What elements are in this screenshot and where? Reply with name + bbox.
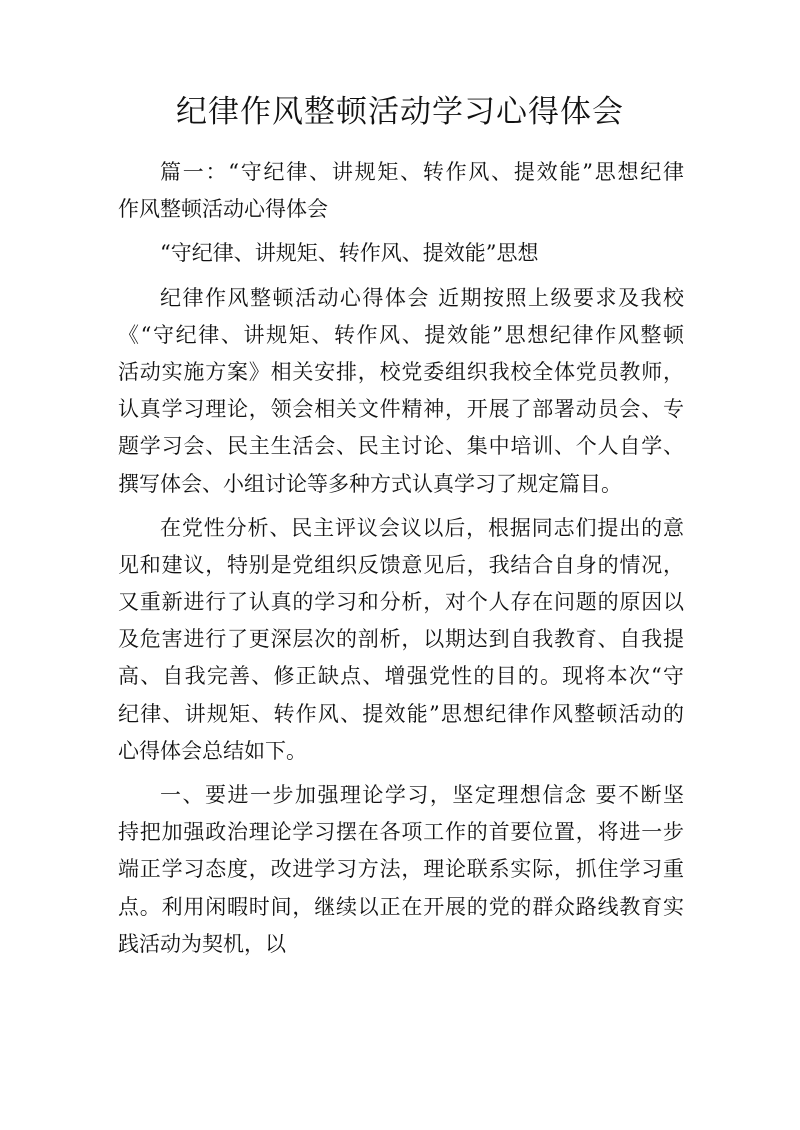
- body-line: 见和建议，特别是党组织反馈意见后，我结合自身的情况，: [118, 552, 684, 577]
- body-line: 心得体会总结如下。: [118, 738, 307, 763]
- body-line: 纪律作风整顿活动心得体会 近期按照上级要求及我校: [160, 285, 684, 310]
- body-line: 认真学习理论，领会相关文件精神，开展了部署动员会、专: [118, 397, 684, 422]
- body-line: “守纪律、讲规矩、转作风、提效能”思想: [160, 241, 539, 266]
- body-line: 题学习会、民主生活会、民主讨论、集中培训、个人自学、: [118, 434, 684, 459]
- document-body: [118, 154, 684, 963]
- body-line: 《“守纪律、讲规矩、转作风、提效能”思想纪律作风整顿: [118, 322, 684, 347]
- body-line: 作风整顿活动心得体会: [118, 197, 328, 222]
- body-line: 及危害进行了更深层次的剖析，以期达到自我教育、自我提: [118, 627, 684, 652]
- body-line: 践活动为契机，以: [118, 931, 286, 956]
- body-line: 活动实施方案》相关安排，校党委组织我校全体党员教师，: [118, 359, 684, 384]
- document-title: 纪律作风整顿活动学习心得体会: [176, 94, 624, 130]
- body-line: 点。利用闲暇时间，继续以正在开展的党的群众路线教育实: [118, 894, 684, 919]
- body-line: 在党性分析、民主评议会议以后，根据同志们提出的意: [160, 515, 684, 540]
- body-line: 撰写体会、小组讨论等多种方式认真学习了规定篇目。: [118, 471, 622, 496]
- body-line: 一、要进一步加强理论学习，坚定理想信念 要不断坚: [160, 783, 684, 807]
- body-line: 纪律、讲规矩、转作风、提效能”思想纪律作风整顿活动的: [118, 701, 684, 726]
- body-line: 高、自我完善、修正缺点、增强党性的目的。现将本次“守: [118, 664, 684, 689]
- body-line: 篇一：“守纪律、讲规矩、转作风、提效能”思想纪律: [160, 160, 684, 184]
- body-line: 端正学习态度，改进学习方法，理论联系实际，抓住学习重: [118, 857, 684, 882]
- body-line: 又重新进行了认真的学习和分析，对个人存在问题的原因以: [118, 590, 684, 615]
- body-line: 持把加强政治理论学习摆在各项工作的首要位置，将进一步: [118, 820, 684, 845]
